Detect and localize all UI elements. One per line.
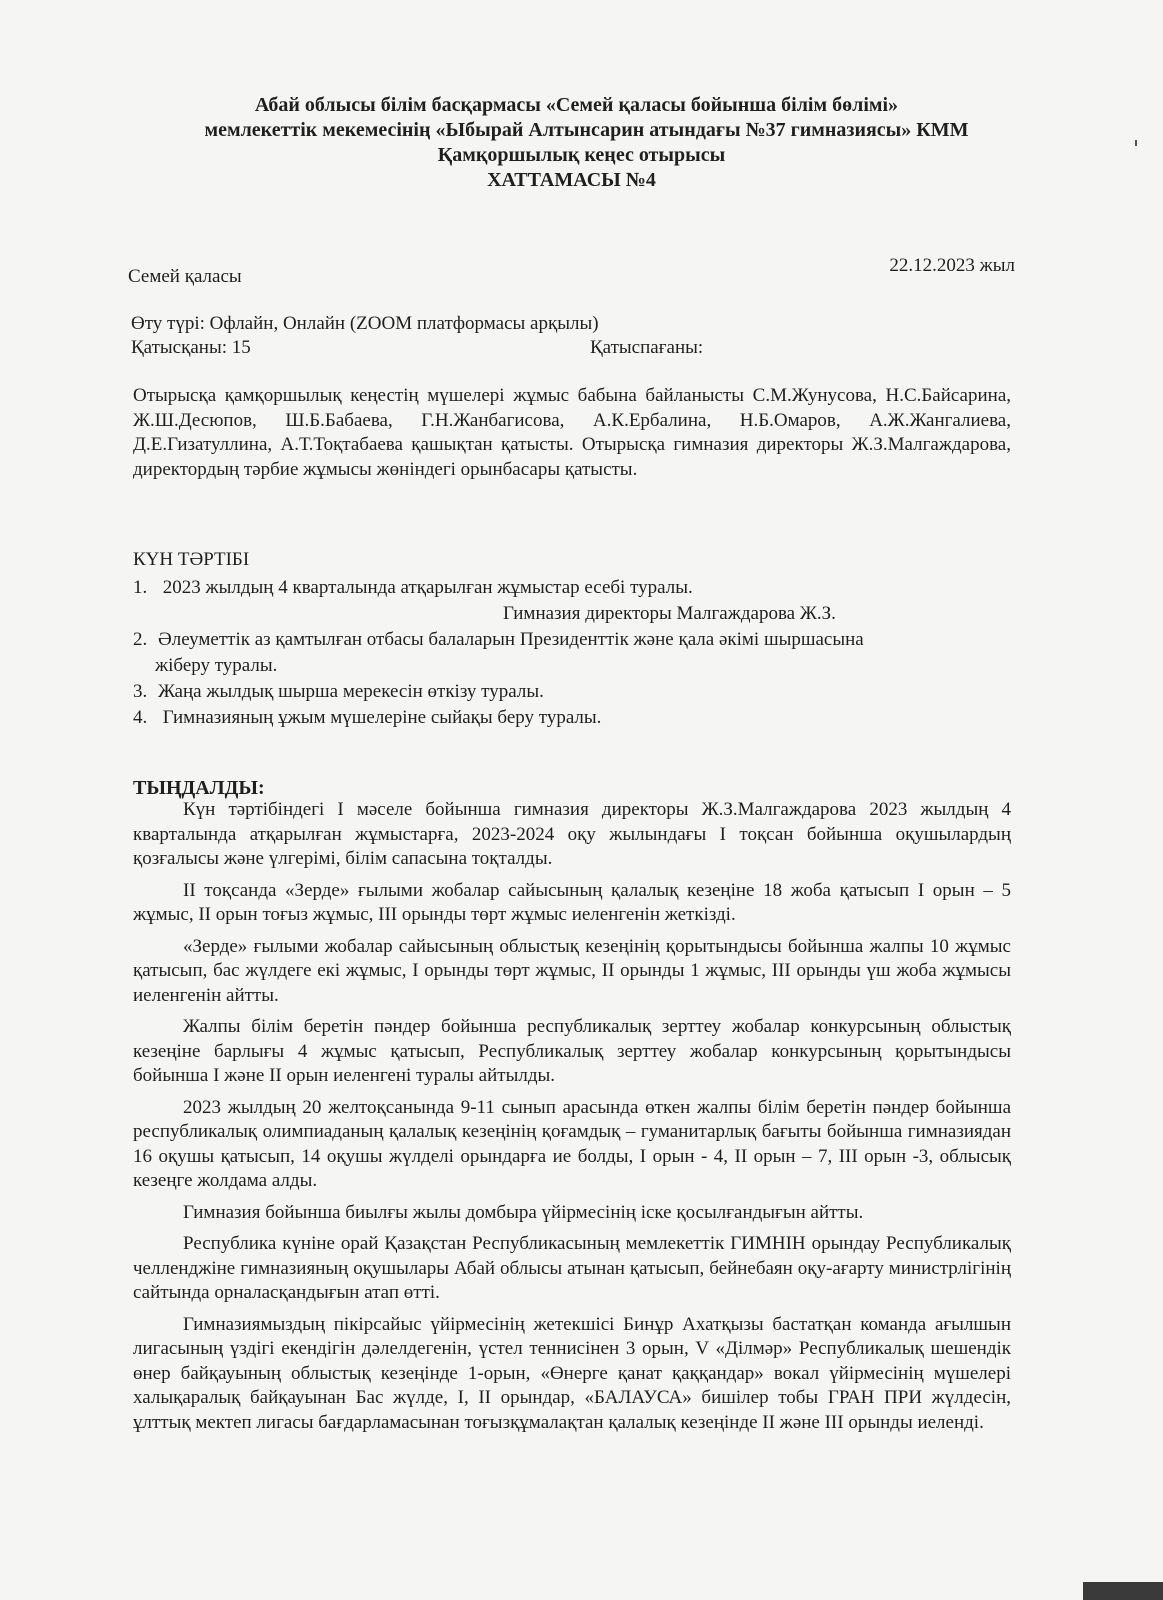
- agenda-item: [133, 705, 1013, 731]
- agenda-item-responsible: Гимназия директоры Малгаждарова Ж.З.: [503, 603, 836, 624]
- agenda-item-continuation: жіберу туралы.: [155, 655, 278, 676]
- attendees-paragraph: Отырысқа қамқоршылық кеңестің мүшелері жұмыс бабына байланысты С.М.Жунусова, Н.С.Байсарина, Ж.Ш.Десюпов, Ш.Б.Бабаева, Г.Н.Жанбагисова, А.К.Ербалина, Н.Б.Омаров, А.Ж.Жангалиева, Д.Е.Гизатуллина, А.Т.Тоқтабаева қашықтан қатысты. Отырысқа гимназия директоры Ж.З.Малгаждарова, директордың тәрбие жұмысы жөніндегі орынбасары қатысты.: [133, 385, 1011, 480]
- scan-edge-mark: [1083, 1582, 1163, 1600]
- agenda-title: КҮН ТӘРТІБІ: [133, 549, 250, 570]
- body-paragraph: «Зерде» ғылыми жобалар сайысының облыстық кезеңінің қорытындысы бойынша жалпы 10 жұмыс қатысып, бас жүлдеге екі жұмыс, І орынды төрт жұмыс, ІІ орынды 1 жұмыс, ІІІ орынды үш жоба жұмысы иеленгенін айтты.: [133, 935, 1011, 1006]
- agenda-item-text: 2023 жылдың 4 кварталында атқарылған жұмыстар есебі туралы.: [158, 577, 693, 598]
- absent-label: Қатыспағаны:: [590, 337, 704, 358]
- agenda-item-number: 4.: [133, 707, 148, 728]
- body-paragraph: Күн тәртібіндегі І мәселе бойынша гимназия директоры Ж.З.Малгаждарова 2023 жылдың 4 кварталында атқарылған жұмыстарға, 2023-2024 оқу жылындағы І тоқсан бойынша оқушылардың қозғалысы және үлгерімі, білім сапасына тоқталды.: [133, 799, 1011, 869]
- agenda-item-text: Әлеуметтік аз қамтылған отбасы балаларын Президенттік және қала әкімі шыршасына: [158, 629, 864, 650]
- agenda-item-text: Гимназияның ұжым мүшелеріне сыйақы беру туралы.: [158, 707, 602, 728]
- agenda-item-text: Жаңа жылдық шырша мерекесін өткізу туралы.: [158, 681, 544, 702]
- protocol-number: ХАТТАМАСЫ №4: [487, 169, 656, 191]
- agenda-item-number: 1.: [133, 577, 148, 598]
- header-line-2: мемлекеттік мекемесінің «Ыбырай Алтынсарин атындағы №37 гимназиясы» КММ: [204, 119, 969, 141]
- heard-body: [133, 798, 1011, 1442]
- document-header: [0, 93, 1163, 193]
- body-paragraph: ІІ тоқсанда «Зерде» ғылыми жобалар сайысының қалалық кезеңіне 18 жоба қатысып І орын – 5 жұмыс, ІІ орын тоғыз жұмыс, ІІІ орынды төрт жұмыс иеленгенін жеткізді.: [133, 879, 1011, 925]
- agenda-item-number: 3.: [133, 681, 148, 702]
- body-paragraph: Республика күніне орай Қазақстан Республикасының мемлекеттік ГИМНІН орындау Республикалық челленджіне гимназияның оқушылары Абай облысы атынан қатысып, бейнебаян оқу-ағарту министрлігінің сайтында орналасқандығын атап өтті.: [133, 1233, 1011, 1303]
- body-paragraph: Гимназия бойынша биылғы жылы домбыра үйірмесінің іске қосылғандығын айтты.: [183, 1201, 864, 1223]
- city-label: Семей қаласы: [128, 266, 242, 287]
- agenda-item: [133, 627, 1013, 679]
- protocol-date: 22.12.2023 жыл: [889, 255, 1015, 276]
- header-line-1: Абай облысы білім басқармасы «Семей қаласы бойынша білім бөлімі»: [254, 94, 899, 116]
- body-paragraph: 2023 жылдың 20 желтоқсанында 9-11 сынып арасында өткен жалпы білім беретін пәндер бойынша республикалық олимпиаданың қалалық кезеңінің қоғамдық – гуманитарлық бағыты бойынша гимназиядан 16 оқушы қатысып, 14 оқушы жүлделі орындарға ие болды, І орын - 4, ІІ орын – 7, ІІІ орын -3, облысық кезеңге жолдама алды.: [133, 1096, 1011, 1191]
- present-count: Қатысқаны: 15: [131, 337, 251, 358]
- heard-title: ТЫҢДАЛДЫ:: [133, 777, 265, 799]
- agenda-item-number: 2.: [133, 629, 148, 650]
- body-paragraph: Жалпы білім беретін пәндер бойынша республикалық зерттеу жобалар конкурсының облыстық кезеңіне барлығы 4 жұмыс қатысып, Республикалық зерттеу жобалар конкурсының қорытындысы бойынша І және ІІ орын иеленгені туралы айтылды.: [133, 1016, 1011, 1086]
- meeting-mode: Өту түрі: Офлайн, Онлайн (ZOOM платформасы арқылы): [131, 313, 599, 334]
- agenda-item: [133, 679, 1013, 705]
- agenda-list: [133, 575, 1013, 731]
- header-line-3: Қамқоршылық кеңес отырысы: [437, 144, 726, 166]
- body-paragraph: Гимназиямыздың пікірсайыс үйірмесінің жетекшісі Бинұр Ахатқызы бастатқан команда ағылшын лигасының үздігі екендігін дәлелдегенін, үстел теннисінен 3 орын, V «Ділмәр» Республикалық шешендік өнер байқауының облыстық кезеңінде 1-орын, «Өнерге қанат қаққандар» вокал үйірмесінің мүшелері халықаралық байқауынан Бас жүлде, І, ІІ орындар, «БАЛАУСА» бишілер тобы ГРАН ПРИ жүлдесін, ұлттық мектеп лигасы бағдарламасынан тоғызқұмалақтан қалалық кезеңінде ІІ және ІІІ орынды иеленді.: [133, 1313, 1011, 1433]
- scan-speck: [1135, 140, 1137, 146]
- agenda-item: [133, 575, 1013, 627]
